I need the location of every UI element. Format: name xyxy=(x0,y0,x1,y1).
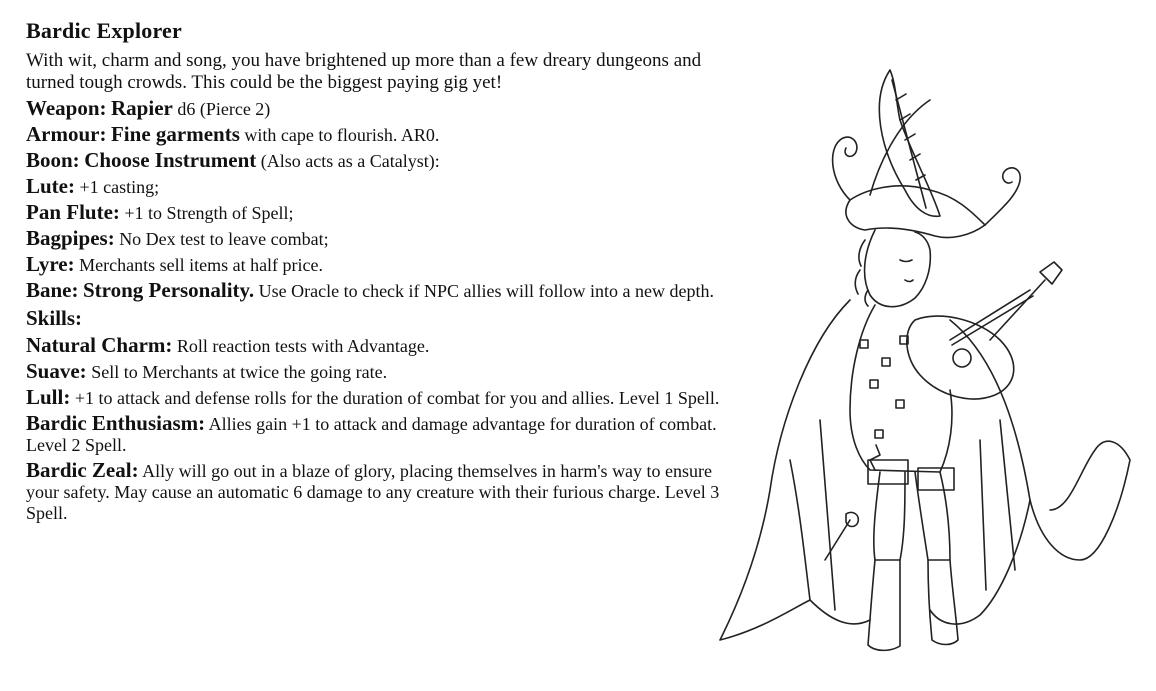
instrument-name: Pan Flute: xyxy=(26,200,120,224)
head-illustration xyxy=(855,230,930,307)
skill-item xyxy=(26,361,726,383)
lute-illustration xyxy=(907,262,1062,399)
armour-label: Armour: xyxy=(26,122,107,146)
skill-name: Lull: xyxy=(26,385,71,409)
instrument-effect: +1 to Strength of Spell; xyxy=(119,203,294,223)
hat-illustration xyxy=(833,100,1021,238)
bane-detail: Use Oracle to check if NPC allies will follow into a new depth. xyxy=(254,281,715,301)
cape-illustration xyxy=(720,300,1130,640)
skill-effect: Sell to Merchants at twice the going rate. xyxy=(86,362,388,382)
bard-illustration xyxy=(700,40,1145,680)
instrument-name: Lute: xyxy=(26,174,75,198)
boon-name: Choose Instrument xyxy=(84,148,257,172)
instrument-effect: +1 casting; xyxy=(75,177,160,197)
intro-text: With wit, charm and song, you have brightened up more than a few dreary dungeons and turned tough crowds. This could be the biggest paying gig yet! xyxy=(26,50,702,93)
hat-feather-illustration xyxy=(879,70,940,216)
skill-name: Natural Charm: xyxy=(26,333,173,357)
armour-detail: with cape to flourish. AR0. xyxy=(239,125,440,145)
weapon-detail: d6 (Pierce 2) xyxy=(172,99,271,119)
instrument-effect: No Dex test to leave combat; xyxy=(114,229,329,249)
armour-line xyxy=(26,124,726,146)
boon-detail: (Also acts as a Catalyst): xyxy=(256,151,440,171)
skills-heading: Skills: xyxy=(26,306,83,330)
bane-line xyxy=(26,280,726,302)
skill-item xyxy=(26,335,726,357)
skill-name: Bardic Zeal: xyxy=(26,458,139,482)
bane-name: Strong Personality. xyxy=(83,278,255,302)
boon-label: Boon: xyxy=(26,148,80,172)
skill-item xyxy=(26,460,726,524)
weapon-line xyxy=(26,98,726,120)
instrument-name: Lyre: xyxy=(26,252,75,276)
skill-effect: Ally will go out in a blaze of glory, placing themselves in harm's way to ensure your safety. May cause an automatic 6 damage to any creature with their furious charge. Level 3 Spell. xyxy=(26,461,720,523)
weapon-label: Weapon: xyxy=(26,96,107,120)
skill-effect: Roll reaction tests with Advantage. xyxy=(172,336,430,356)
card-title: Bardic Explorer xyxy=(26,18,182,43)
text-column xyxy=(26,18,726,528)
instrument-effect: Merchants sell items at half price. xyxy=(74,255,324,275)
boon-line xyxy=(26,150,726,172)
skill-effect: +1 to attack and defense rolls for the duration of combat for you and allies. Level 1 Spell. xyxy=(70,388,720,408)
weapon-name: Rapier xyxy=(111,96,173,120)
instrument-item xyxy=(26,202,726,224)
skill-name: Suave: xyxy=(26,359,87,383)
bane-label: Bane: xyxy=(26,278,79,302)
skill-item xyxy=(26,387,726,409)
skill-name: Bardic Enthusiasm: xyxy=(26,411,206,435)
rapier-illustration xyxy=(825,512,858,560)
instrument-item xyxy=(26,254,726,276)
instrument-item xyxy=(26,228,726,250)
skill-item xyxy=(26,413,726,456)
instrument-item xyxy=(26,176,726,198)
skill-effect: Allies gain +1 to attack and damage advantage for duration of combat. Level 2 Spell. xyxy=(26,414,717,455)
instrument-name: Bagpipes: xyxy=(26,226,115,250)
armour-name: Fine garments xyxy=(110,122,240,146)
